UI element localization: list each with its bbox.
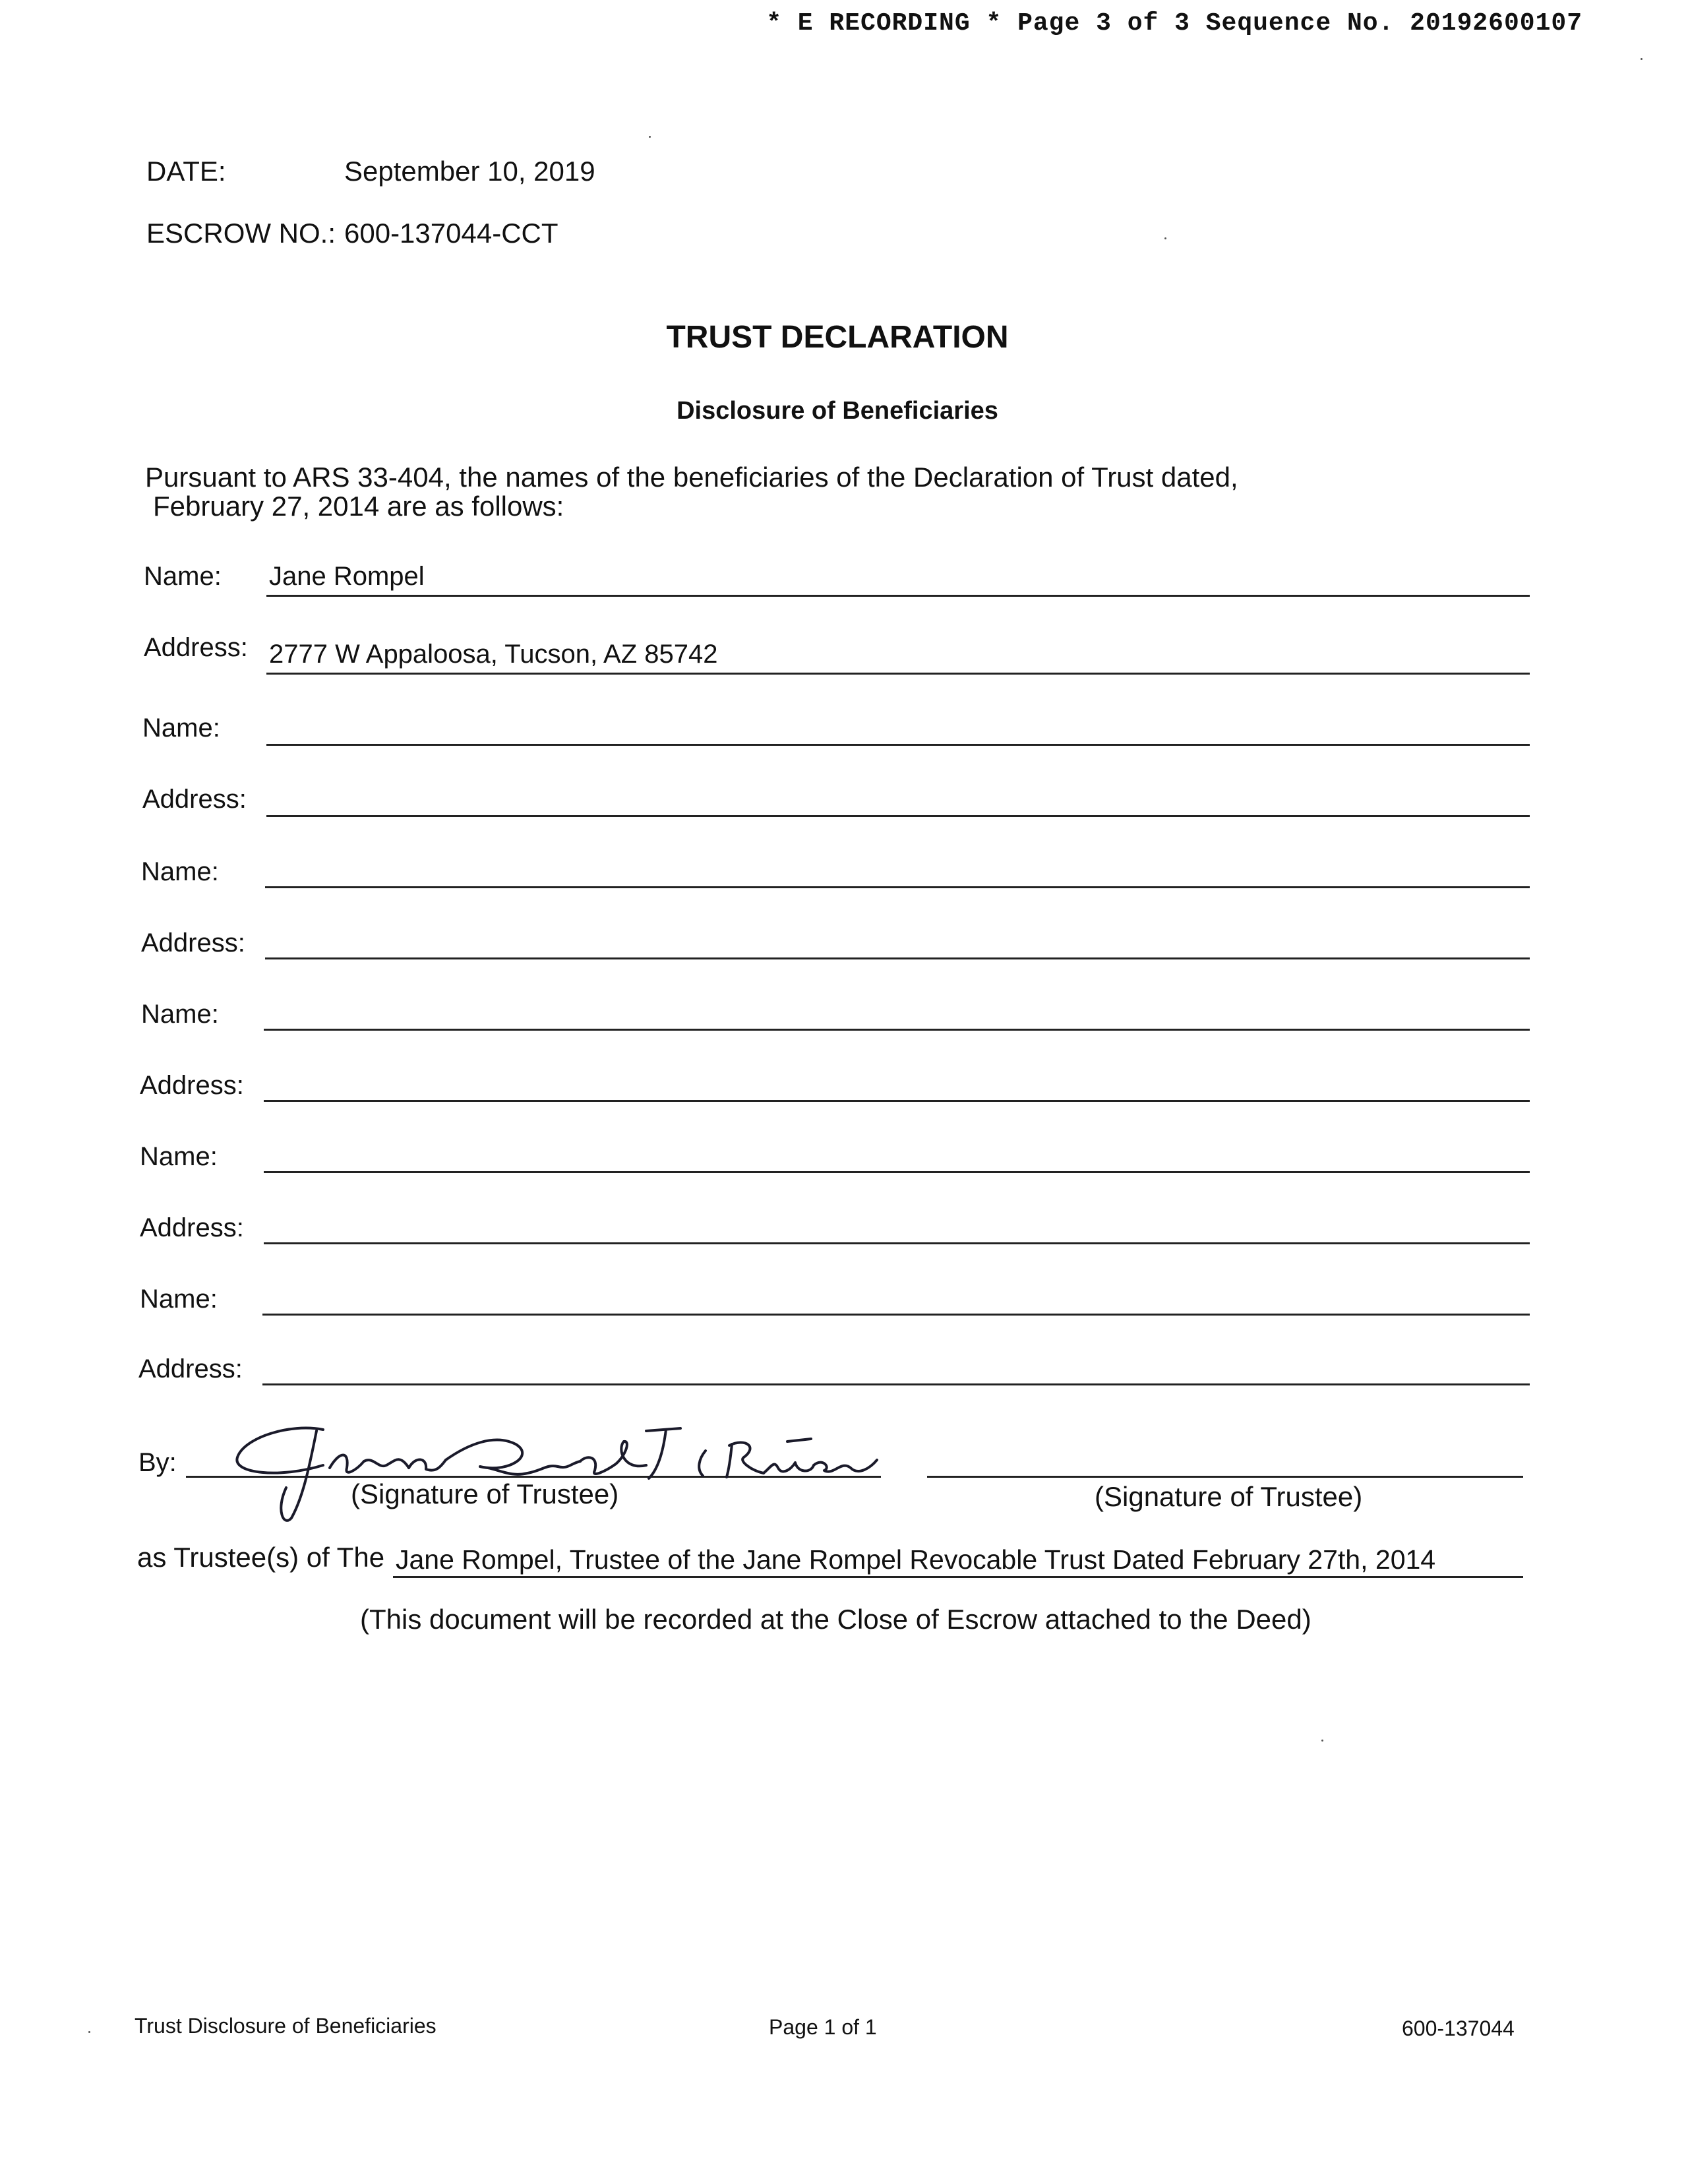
address-label: Address: bbox=[141, 928, 245, 957]
address-label: Address: bbox=[144, 633, 248, 662]
footer-left: Trust Disclosure of Beneficiaries bbox=[135, 2014, 437, 2038]
address-line bbox=[266, 673, 1530, 675]
beneficiary-address: 2777 W Appaloosa, Tucson, AZ 85742 bbox=[269, 640, 718, 669]
address-label: Address: bbox=[138, 1354, 243, 1383]
recording-header: * E RECORDING * Page 3 of 3 Sequence No. 20192600107 bbox=[766, 9, 1582, 38]
signature-line-2 bbox=[927, 1476, 1523, 1478]
scan-speck bbox=[1321, 1740, 1323, 1742]
name-line bbox=[264, 1029, 1530, 1031]
address-label: Address: bbox=[140, 1071, 244, 1100]
footer-page-number: Page 1 of 1 bbox=[769, 2015, 877, 2039]
address-line bbox=[264, 1100, 1530, 1102]
document-title: TRUST DECLARATION bbox=[666, 320, 1009, 355]
signature-caption-1: (Signature of Trustee) bbox=[351, 1478, 619, 1509]
intro-line-1: Pursuant to ARS 33-404, the names of the beneficiaries of the Declaration of Trust dated, bbox=[145, 462, 1238, 493]
address-line bbox=[265, 957, 1530, 959]
name-label: Name: bbox=[140, 1285, 218, 1314]
name-label: Name: bbox=[140, 1142, 218, 1171]
name-label: Name: bbox=[142, 713, 220, 743]
name-label: Name: bbox=[141, 1000, 219, 1029]
address-line bbox=[262, 1383, 1530, 1385]
by-label: By: bbox=[138, 1448, 177, 1477]
intro-line-2: February 27, 2014 are as follows: bbox=[153, 491, 564, 522]
name-line bbox=[265, 886, 1530, 888]
escrow-value: 600-137044-CCT bbox=[344, 218, 558, 249]
trustee-line bbox=[393, 1576, 1523, 1578]
signature-caption-2: (Signature of Trustee) bbox=[1095, 1481, 1363, 1512]
address-line bbox=[266, 815, 1530, 817]
trustee-value: Jane Rompel, Trustee of the Jane Rompel Revocable Trust Dated February 27th, 2014 bbox=[396, 1544, 1436, 1575]
scan-speck bbox=[1641, 58, 1643, 60]
name-line bbox=[264, 1171, 1530, 1173]
scan-speck bbox=[88, 2031, 90, 2033]
name-line bbox=[266, 744, 1530, 746]
scan-speck bbox=[1164, 237, 1166, 239]
address-line bbox=[264, 1242, 1530, 1244]
name-line bbox=[262, 1314, 1530, 1316]
handwritten-signature bbox=[218, 1405, 890, 1530]
escrow-label: ESCROW NO.: bbox=[146, 218, 336, 249]
trustee-label: as Trustee(s) of The bbox=[137, 1542, 385, 1573]
footer-right: 600-137044 bbox=[1402, 2017, 1515, 2040]
address-label: Address: bbox=[140, 1213, 244, 1242]
document-subtitle: Disclosure of Beneficiaries bbox=[677, 397, 998, 425]
address-label: Address: bbox=[142, 785, 247, 814]
name-label: Name: bbox=[141, 857, 219, 886]
recording-note: (This document will be recorded at the Close of Escrow attached to the Deed) bbox=[360, 1604, 1311, 1635]
scan-speck bbox=[649, 136, 651, 138]
date-label: DATE: bbox=[146, 156, 226, 187]
name-line bbox=[266, 595, 1530, 597]
name-label: Name: bbox=[144, 562, 222, 591]
beneficiary-name: Jane Rompel bbox=[269, 562, 425, 591]
date-value: September 10, 2019 bbox=[344, 156, 595, 187]
